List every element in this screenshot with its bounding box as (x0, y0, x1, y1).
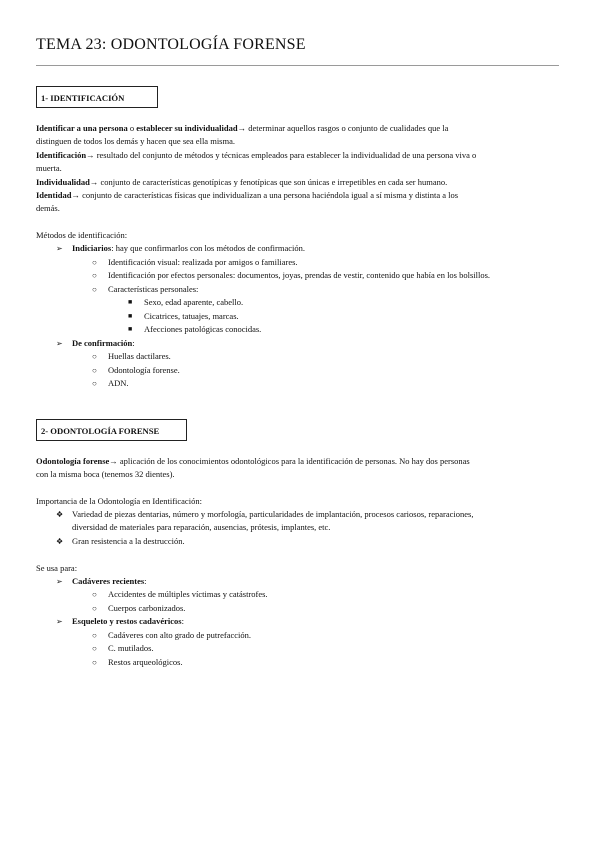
diamond-bullet-icon: ❖ (56, 510, 64, 519)
importance-intro: Importancia de la Odontología en Identificación: (36, 496, 202, 506)
def-identificacion: Identificación→ resultado del conjunto de métodos y técnicas empleados para establecer la individualidad de una persona viva o (36, 150, 477, 160)
def-identidad: Identidad→ conjunto de características físicas que individualizan a una persona haciéndola igual a sí misma y distinta a los (36, 190, 459, 200)
list-item: Odontología forense. (108, 365, 180, 375)
list-item: Identificación por efectos personales: documentos, joyas, prendas de vestir, contenido que había en los bolsillos. (108, 270, 491, 280)
methods-intro: Métodos de identificación: (36, 230, 128, 240)
circle-bullet-icon: ○ (92, 366, 97, 375)
circle-bullet-icon: ○ (92, 271, 97, 280)
list-item-cont: diversidad de materiales para reparación, ausencias, prótesis, implantes, etc. (72, 522, 331, 532)
list-item: Identificación visual: realizada por amigos o familiares. (108, 257, 298, 267)
square-bullet-icon: ■ (128, 312, 133, 320)
list-item: Restos arqueológicos. (108, 657, 183, 667)
def-odontologia-forense-cont: con la misma boca (tenemos 32 dientes). (36, 469, 175, 479)
def-odontologia-forense: Odontología forense→ aplicación de los conocimientos odontológicos para la identificación de personas. No hay dos personas (36, 456, 470, 466)
section-1-heading: 1- IDENTIFICACIÓN (36, 86, 158, 108)
diamond-bullet-icon: ❖ (56, 537, 64, 546)
list-item: ADN. (108, 378, 129, 388)
square-bullet-icon: ■ (128, 298, 133, 306)
circle-bullet-icon: ○ (92, 258, 97, 267)
arrow-bullet-icon: ➢ (56, 617, 63, 626)
arrow-bullet-icon: ➢ (56, 244, 63, 253)
square-bullet-icon: ■ (128, 325, 133, 333)
circle-bullet-icon: ○ (92, 285, 97, 294)
def-identidad-cont: demás. (36, 203, 60, 213)
use-intro: Se usa para: (36, 563, 78, 573)
list-item: Cadáveres con alto grado de putrefacción. (108, 630, 252, 640)
title-divider (36, 65, 559, 66)
list-item-indiciarios: Indiciarios: hay que confirmarlos con los métodos de confirmación. (72, 243, 305, 253)
def-identificar: Identificar a una persona o establecer su individualidad→ determinar aquellos rasgos o conjunto de cualidades que la (36, 123, 449, 133)
list-item: Gran resistencia a la destrucción. (72, 536, 185, 546)
list-item: C. mutilados. (108, 643, 154, 653)
circle-bullet-icon: ○ (92, 644, 97, 653)
list-item: Accidentes de múltiples víctimas y catástrofes. (108, 589, 268, 599)
circle-bullet-icon: ○ (92, 590, 97, 599)
list-item: Cicatrices, tatuajes, marcas. (144, 311, 239, 321)
arrow-bullet-icon: ➢ (56, 577, 63, 586)
circle-bullet-icon: ○ (92, 631, 97, 640)
section-2-heading: 2- ODONTOLOGÍA FORENSE (36, 419, 187, 441)
list-item: Características personales: (108, 284, 199, 294)
list-item-confirmacion: De confirmación: (72, 338, 135, 348)
list-item-esqueleto: Esqueleto y restos cadavéricos: (72, 616, 184, 626)
list-item: Huellas dactilares. (108, 351, 171, 361)
circle-bullet-icon: ○ (92, 352, 97, 361)
circle-bullet-icon: ○ (92, 658, 97, 667)
arrow-bullet-icon: ➢ (56, 339, 63, 348)
list-item-recientes: Cadáveres recientes: (72, 576, 147, 586)
circle-bullet-icon: ○ (92, 604, 97, 613)
list-item: Variedad de piezas dentarias, número y morfología, particularidades de implantación, procesos cariosos, reparaciones, (72, 509, 474, 519)
def-individualidad: Individualidad→ conjunto de características genotípicas y fenotípicas que son únicas e irrepetibles en cada ser humano. (36, 177, 448, 187)
list-item: Afecciones patológicas conocidas. (144, 324, 262, 334)
def-identificacion-cont: muerta. (36, 163, 62, 173)
list-item: Sexo, edad aparente, cabello. (144, 297, 244, 307)
circle-bullet-icon: ○ (92, 379, 97, 388)
def-identificar-cont: distinguen de todos los demás y hacen que sea ella misma. (36, 136, 235, 146)
page-title: TEMA 23: ODONTOLOGÍA FORENSE (36, 36, 306, 53)
list-item: Cuerpos carbonizados. (108, 603, 186, 613)
